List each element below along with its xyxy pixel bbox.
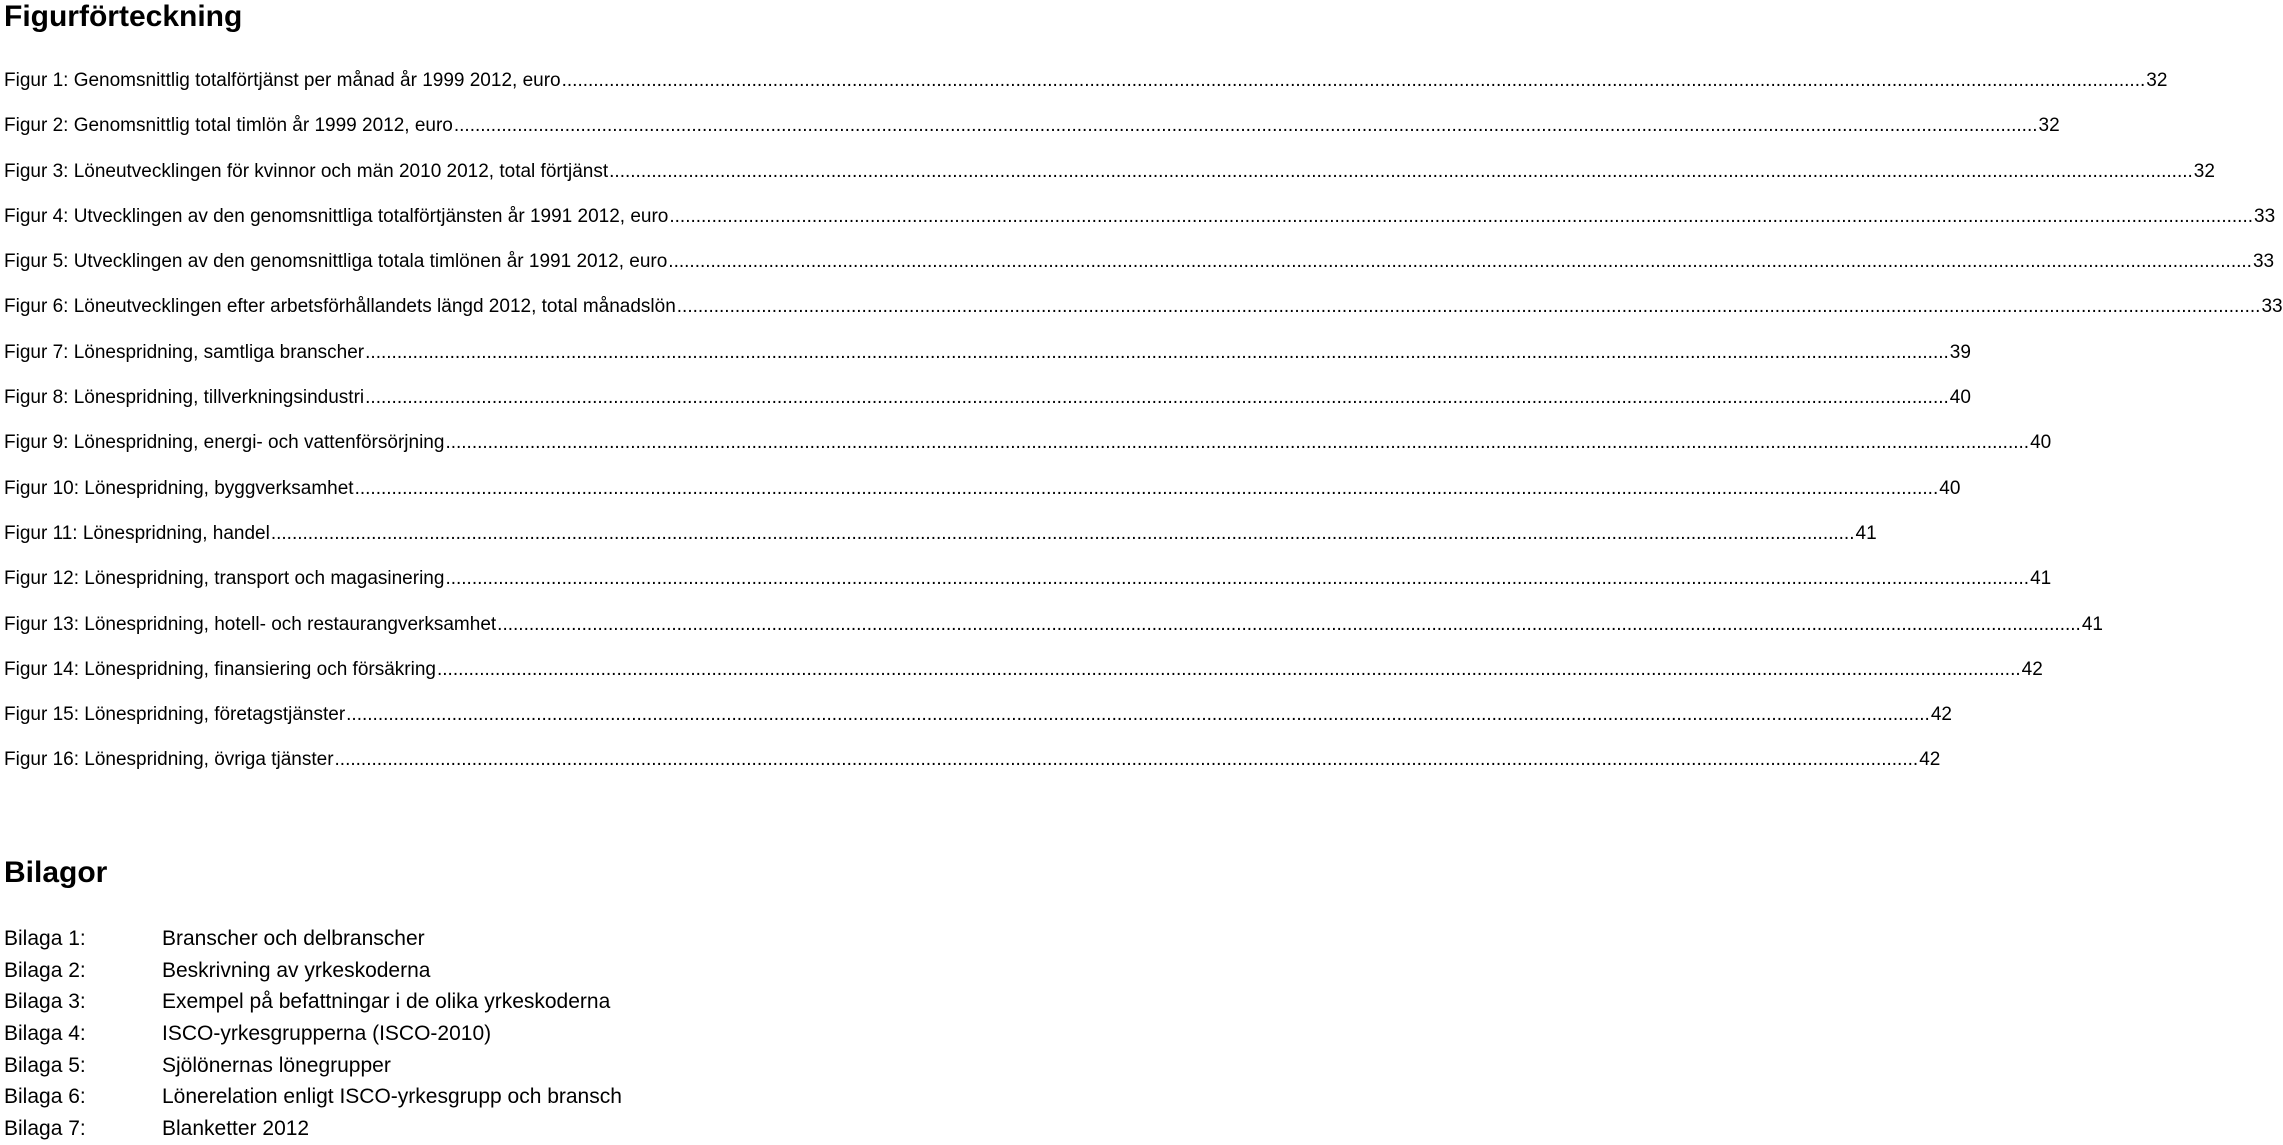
toc-entry-title: Figur 3: Löneutvecklingen för kvinnor och män 2010 2012, total förtjänst bbox=[4, 160, 609, 182]
appendix-list bbox=[4, 923, 904, 1145]
toc-entry[interactable] bbox=[4, 330, 1971, 375]
toc-entry[interactable] bbox=[4, 511, 1877, 556]
toc-entry-page: 40 bbox=[1939, 477, 1961, 499]
toc-entry-page: 41 bbox=[2030, 568, 2052, 590]
dot-leader: ............................................................................................................................................................................................................................................................................................................ bbox=[668, 251, 2252, 273]
dot-leader: ............................................................................................................................................................................................................................................................................................................ bbox=[445, 568, 2030, 590]
dot-leader: ............................................................................................................................................................................................................................................................................................................ bbox=[445, 432, 2030, 454]
toc-entry-title: Figur 6: Löneutvecklingen efter arbetsförhållandets längd 2012, total månadslön bbox=[4, 296, 676, 318]
appendix-label: Bilaga 7: bbox=[4, 1117, 86, 1141]
appendix-item bbox=[4, 955, 904, 987]
toc-entry-page: 33 bbox=[2254, 205, 2276, 227]
figure-list bbox=[4, 58, 2283, 783]
toc-entry-page: 41 bbox=[2081, 613, 2103, 635]
appendix-title: ISCO-yrkesgrupperna (ISCO-2010) bbox=[162, 1022, 492, 1046]
toc-entry-title: Figur 5: Utvecklingen av den genomsnittliga totala timlönen år 1991 2012, euro bbox=[4, 251, 668, 273]
toc-entry-page: 32 bbox=[2146, 70, 2168, 91]
toc-entry-page: 42 bbox=[1930, 704, 1952, 726]
toc-entry[interactable] bbox=[4, 149, 2215, 194]
toc-entry-title: Figur 14: Lönespridning, finansiering och försäkring bbox=[4, 658, 436, 680]
dot-leader: ............................................................................................................................................................................................................................................................................................................ bbox=[334, 749, 1919, 771]
dot-leader: ............................................................................................................................................................................................................................................................................................................ bbox=[676, 296, 2261, 318]
toc-entry[interactable] bbox=[4, 375, 1971, 420]
toc-entry[interactable] bbox=[4, 194, 2276, 239]
toc-entry-title: Figur 16: Lönespridning, övriga tjänster bbox=[4, 749, 334, 771]
toc-entry-page: 39 bbox=[1949, 341, 1971, 363]
toc-entry-page: 42 bbox=[1919, 749, 1941, 771]
toc-entry[interactable] bbox=[4, 692, 1952, 737]
appendix-label: Bilaga 5: bbox=[4, 1053, 86, 1077]
appendix-title: Lönerelation enligt ISCO-yrkesgrupp och bransch bbox=[162, 1085, 622, 1109]
dot-leader: ............................................................................................................................................................................................................................................................................................................ bbox=[561, 70, 2146, 91]
appendix-label: Bilaga 6: bbox=[4, 1085, 86, 1109]
toc-entry-title: Figur 2: Genomsnittlig total timlön år 1999 2012, euro bbox=[4, 115, 453, 137]
toc-entry-title: Figur 12: Lönespridning, transport och magasinering bbox=[4, 568, 445, 590]
toc-entry-page: 32 bbox=[2038, 115, 2060, 137]
appendix-item bbox=[4, 986, 904, 1018]
toc-entry[interactable] bbox=[4, 737, 1941, 782]
dot-leader: ............................................................................................................................................................................................................................................................................................................ bbox=[354, 477, 1939, 499]
toc-entry-title: Figur 7: Lönespridning, samtliga branscher bbox=[4, 341, 365, 363]
toc-entry-title: Figur 10: Lönespridning, byggverksamhet bbox=[4, 477, 354, 499]
toc-entry-page: 40 bbox=[2030, 432, 2052, 454]
toc-entry-page: 42 bbox=[2021, 658, 2043, 680]
toc-entry-title: Figur 4: Utvecklingen av den genomsnittliga totalförtjänsten år 1991 2012, euro bbox=[4, 205, 669, 227]
toc-entry[interactable] bbox=[4, 647, 2043, 692]
dot-leader: ............................................................................................................................................................................................................................................................................................................ bbox=[609, 160, 2193, 182]
dot-leader: ............................................................................................................................................................................................................................................................................................................ bbox=[497, 613, 2081, 635]
toc-entry[interactable] bbox=[4, 58, 2168, 103]
toc-entry-title: Figur 11: Lönespridning, handel bbox=[4, 522, 270, 544]
appendix-label: Bilaga 1: bbox=[4, 927, 86, 950]
toc-entry-page: 33 bbox=[2261, 296, 2283, 318]
toc-entry[interactable] bbox=[4, 556, 2052, 601]
appendix-title: Branscher och delbranscher bbox=[162, 927, 425, 950]
appendix-title: Sjölönernas lönegrupper bbox=[162, 1053, 391, 1077]
toc-entry-title: Figur 1: Genomsnittlig totalförtjänst per månad år 1999 2012, euro bbox=[4, 70, 561, 91]
toc-entry[interactable] bbox=[4, 239, 2275, 284]
dot-leader: ............................................................................................................................................................................................................................................................................................................ bbox=[270, 522, 1855, 544]
appendix-item bbox=[4, 1018, 904, 1050]
toc-heading: Figurförteckning bbox=[4, 0, 243, 33]
appendix-item bbox=[4, 1081, 904, 1113]
appendix-title: Exempel på befattningar i de olika yrkeskoderna bbox=[162, 990, 611, 1014]
dot-leader: ............................................................................................................................................................................................................................................................................................................ bbox=[453, 115, 2038, 137]
appendix-title: Beskrivning av yrkeskoderna bbox=[162, 958, 431, 982]
toc-entry[interactable] bbox=[4, 466, 1961, 511]
toc-entry-title: Figur 15: Lönespridning, företagstjänster bbox=[4, 704, 346, 726]
dot-leader: ............................................................................................................................................................................................................................................................................................................ bbox=[436, 658, 2021, 680]
toc-entry-page: 32 bbox=[2193, 160, 2215, 182]
appendix-item bbox=[4, 1113, 904, 1145]
toc-entry-page: 33 bbox=[2252, 251, 2275, 273]
dot-leader: ............................................................................................................................................................................................................................................................................................................ bbox=[365, 341, 1949, 363]
toc-entry[interactable] bbox=[4, 420, 2052, 465]
dot-leader: ............................................................................................................................................................................................................................................................................................................ bbox=[365, 387, 1949, 409]
toc-entry[interactable] bbox=[4, 284, 2283, 329]
toc-entry-page: 41 bbox=[1855, 522, 1877, 544]
appendix-item bbox=[4, 923, 904, 955]
toc-entry-title: Figur 9: Lönespridning, energi- och vattenförsörjning bbox=[4, 432, 445, 454]
appendix-label: Bilaga 3: bbox=[4, 990, 86, 1014]
bilagor-heading: Bilagor bbox=[4, 856, 108, 889]
dot-leader: ............................................................................................................................................................................................................................................................................................................ bbox=[346, 704, 1930, 726]
dot-leader: ............................................................................................................................................................................................................................................................................................................ bbox=[669, 205, 2254, 227]
toc-entry[interactable] bbox=[4, 602, 2103, 647]
appendix-label: Bilaga 2: bbox=[4, 958, 86, 982]
appendix-label: Bilaga 4: bbox=[4, 1022, 86, 1046]
toc-entry[interactable] bbox=[4, 103, 2060, 148]
toc-entry-title: Figur 13: Lönespridning, hotell- och restaurangverksamhet bbox=[4, 613, 497, 635]
toc-entry-title: Figur 8: Lönespridning, tillverkningsindustri bbox=[4, 387, 365, 409]
appendix-item bbox=[4, 1050, 904, 1082]
toc-entry-page: 40 bbox=[1949, 387, 1971, 409]
appendix-title: Blanketter 2012 bbox=[162, 1117, 310, 1141]
